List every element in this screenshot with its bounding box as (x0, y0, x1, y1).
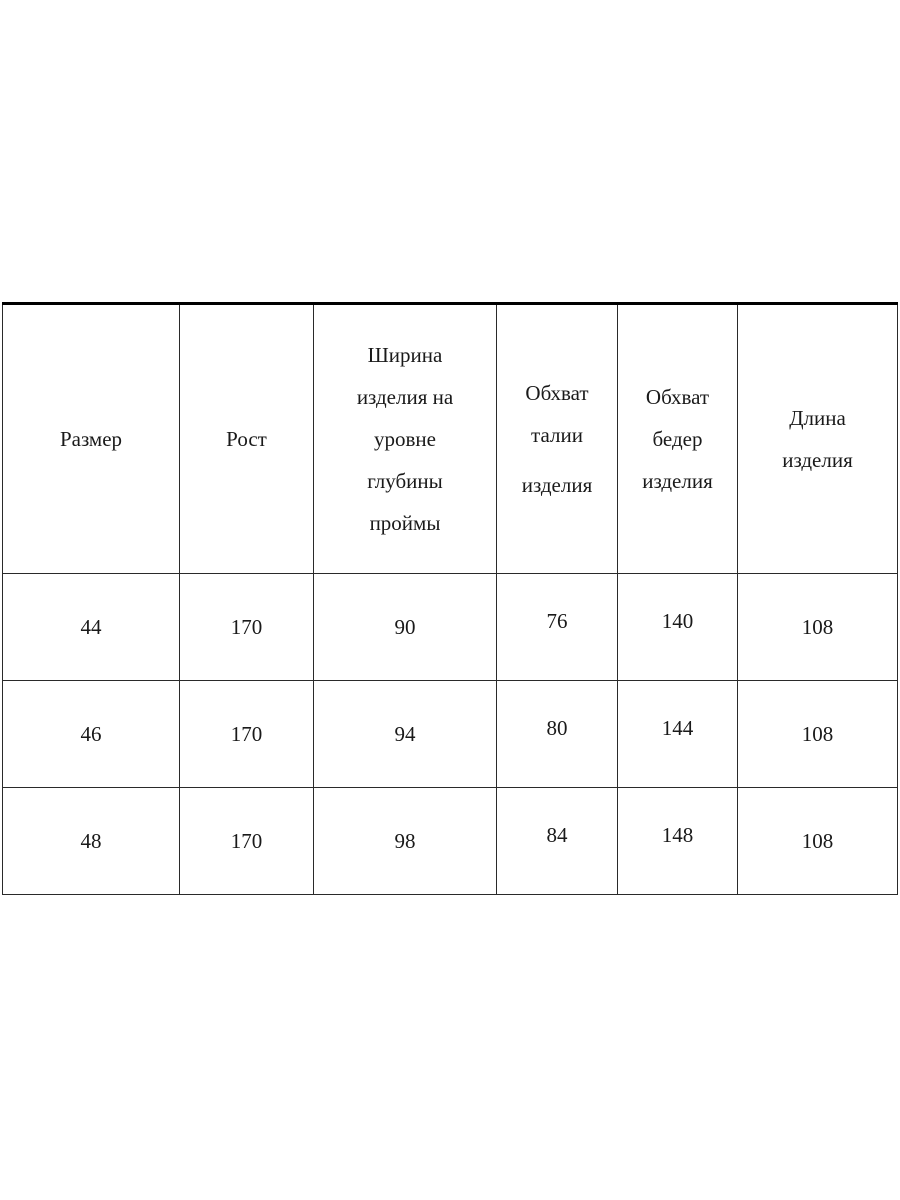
cell-size: 44 (3, 574, 180, 681)
table-row (3, 788, 898, 895)
header-waist (497, 304, 618, 574)
cell-hips-value: 140 (661, 608, 694, 633)
cell-waist-value: 84 (546, 822, 568, 847)
table-row (3, 574, 898, 681)
header-height-line-1: Рост (226, 427, 267, 451)
header-armhole-width-line-1: Ширина (367, 343, 443, 367)
cell-length: 108 (738, 681, 898, 788)
cell-waist-value: 80 (546, 715, 568, 740)
cell-hips (618, 788, 738, 895)
cell-length: 108 (738, 788, 898, 895)
header-hips-line-3: изделия (642, 469, 713, 493)
header-length-line-2: изделия (782, 448, 853, 472)
cell-waist-value: 76 (546, 608, 568, 633)
header-length (738, 304, 898, 574)
header-armhole-width-line-5: проймы (369, 511, 441, 535)
header-armhole-width-line-3: уровне (374, 427, 436, 451)
cell-height: 170 (180, 574, 314, 681)
cell-size: 48 (3, 788, 180, 895)
cell-height: 170 (180, 788, 314, 895)
cell-hips-value: 148 (661, 822, 694, 847)
cell-waist (497, 574, 618, 681)
cell-length: 108 (738, 574, 898, 681)
header-row (3, 304, 898, 574)
header-height (180, 304, 314, 574)
header-waist-line-1: Обхват (525, 381, 589, 405)
header-armhole-width-line-2: изделия на (356, 385, 454, 409)
table-row (3, 681, 898, 788)
cell-waist (497, 681, 618, 788)
cell-armhole-width: 94 (314, 681, 497, 788)
cell-armhole-width: 98 (314, 788, 497, 895)
header-size (3, 304, 180, 574)
cell-hips-value: 144 (661, 715, 694, 740)
header-armhole-width-line-4: глубины (367, 469, 443, 493)
header-hips-line-1: Обхват (645, 385, 710, 409)
header-waist-line-3: изделия (521, 473, 593, 497)
cell-hips (618, 681, 738, 788)
cell-armhole-width: 90 (314, 574, 497, 681)
cell-size: 46 (3, 681, 180, 788)
cell-height: 170 (180, 681, 314, 788)
header-size-line-1: Размер (59, 427, 123, 451)
header-waist-line-2: талии (531, 423, 583, 447)
cell-hips (618, 574, 738, 681)
header-hips-line-2: бедер (652, 427, 703, 451)
header-length-line-1: Длина (789, 406, 846, 430)
header-armhole-width (314, 304, 497, 574)
header-hips (618, 304, 738, 574)
size-chart-table (2, 302, 898, 895)
cell-waist (497, 788, 618, 895)
